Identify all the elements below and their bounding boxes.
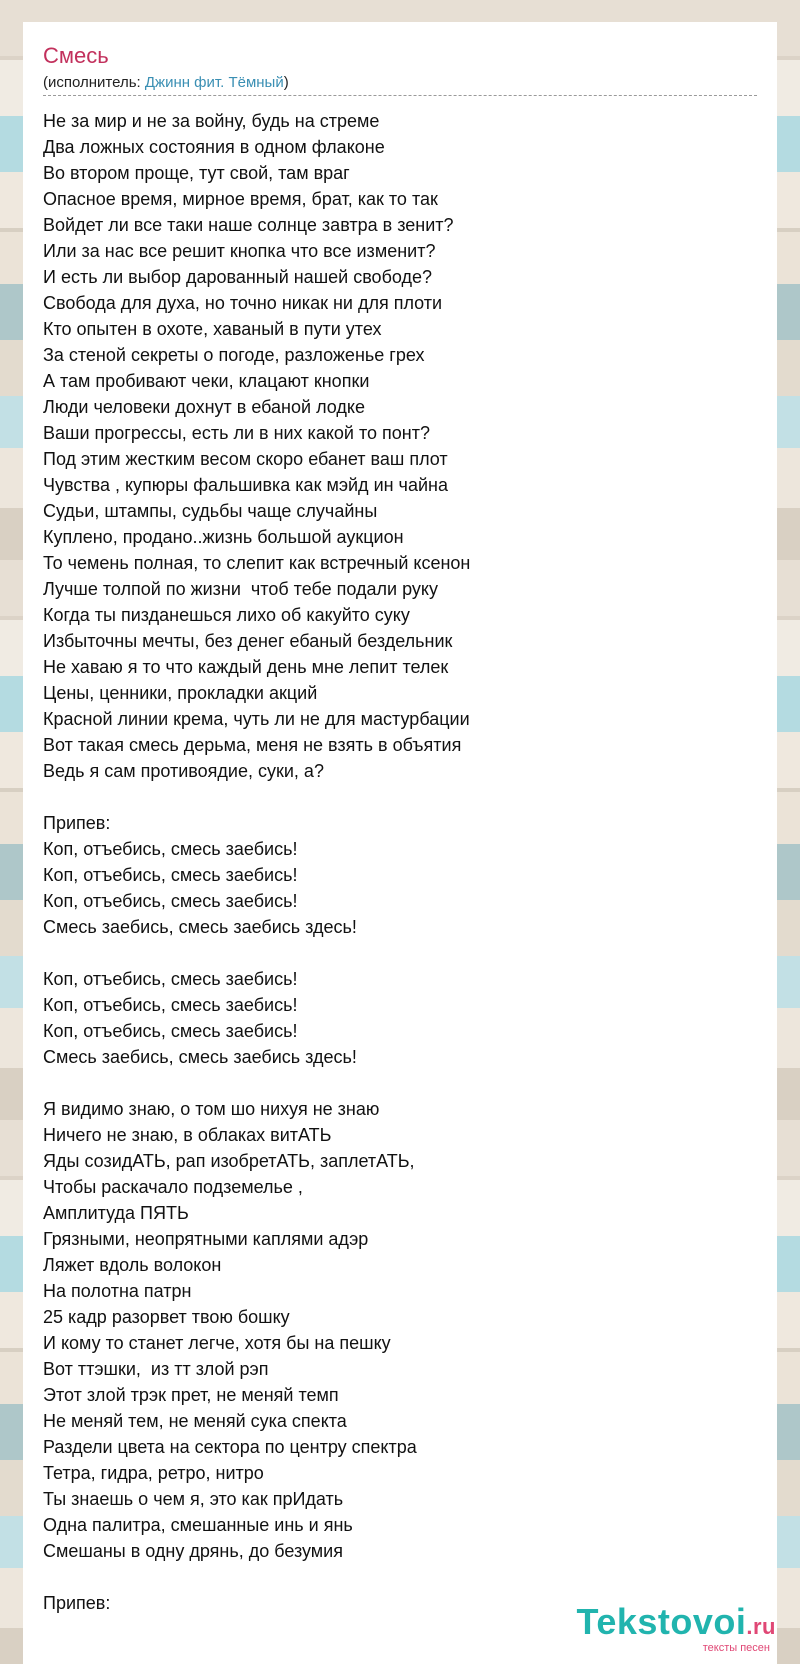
- lyric-line: На полотна патрн: [43, 1281, 192, 1301]
- lyric-line: Во втором проще, тут свой, там враг: [43, 163, 350, 183]
- lyric-line: Раздели цвета на сектора по центру спектра: [43, 1437, 417, 1457]
- lyric-line: Припев:: [43, 1593, 111, 1613]
- lyric-line: Когда ты пизданешься лихо об какуйто суку: [43, 605, 410, 625]
- lyric-line: Яды созидАТЬ, рап изобретАТЬ, заплетАТЬ,: [43, 1151, 415, 1171]
- lyric-line: Ничего не знаю, в облаках витАТЬ: [43, 1125, 332, 1145]
- lyric-line: Этот злой трэк прет, не меняй темп: [43, 1385, 339, 1405]
- lyric-line: Смесь заебись, смесь заебись здесь!: [43, 1047, 357, 1067]
- lyric-line: Смесь заебись, смесь заебись здесь!: [43, 917, 357, 937]
- lyric-line: Цены, ценники, прокладки акций: [43, 683, 318, 703]
- lyric-line: Лучше толпой по жизни чтоб тебе подали руку: [43, 579, 438, 599]
- lyric-line: Грязными, неопрятными каплями адэр: [43, 1229, 369, 1249]
- lyric-line: Красной линии крема, чуть ли не для мастурбации: [43, 709, 470, 729]
- lyric-line: И есть ли выбор дарованный нашей свободе?: [43, 267, 433, 287]
- logo-wordmark: [577, 1603, 777, 1646]
- lyric-line: Чтобы раскачало подземелье ,: [43, 1177, 303, 1197]
- artist-link[interactable]: Джинн фит. Тёмный: [144, 74, 284, 91]
- lyric-line: Я видимо знаю, о том шо нихуя не знаю: [43, 1099, 380, 1119]
- lyric-line: Амплитуда ПЯТЬ: [43, 1203, 189, 1223]
- lyric-blank-line: [43, 1070, 757, 1096]
- lyric-line: Коп, отъебись, смесь заебись!: [43, 995, 298, 1015]
- lyric-line: Смешаны в одну дрянь, до безумия: [43, 1541, 343, 1561]
- lyric-line: Не меняй тем, не меняй сука спекта: [43, 1411, 347, 1431]
- lyric-blank-line: [43, 1564, 757, 1590]
- artist-line: [43, 73, 757, 96]
- lyric-line: Коп, отъебись, смесь заебись!: [43, 865, 298, 885]
- lyric-line: Вот такая смесь дерьма, меня не взять в объятия: [43, 735, 462, 755]
- lyric-line: Тетра, гидра, ретро, нитро: [43, 1463, 264, 1483]
- logo-domain: .ru: [746, 1614, 776, 1639]
- lyrics-text: [43, 108, 757, 1616]
- lyric-line: Ваши прогрессы, есть ли в них какой то понт?: [43, 423, 430, 443]
- lyric-line: 25 кадр разорвет твою бошку: [43, 1307, 290, 1327]
- logo-main-text: Tekstovoi: [576, 1601, 747, 1642]
- lyric-line: За стеной секреты о погоде, разложенье грех: [43, 345, 425, 365]
- lyric-line: Свобода для духа, но точно никак ни для плоти: [43, 293, 443, 313]
- lyric-line: Не за мир и не за войну, будь на стреме: [43, 111, 380, 131]
- lyric-line: Припев:: [43, 813, 111, 833]
- lyric-line: А там пробивают чеки, клацают кнопки: [43, 371, 370, 391]
- artist-suffix: ): [283, 74, 289, 91]
- logo-tagline: тексты песен: [702, 1642, 770, 1654]
- song-title: Смесь: [43, 43, 109, 68]
- lyric-line: Не хаваю я то что каждый день мне лепит телек: [43, 657, 449, 677]
- lyric-line: Под этим жестким весом скоро ебанет ваш плот: [43, 449, 448, 469]
- lyric-line: Коп, отъебись, смесь заебись!: [43, 969, 298, 989]
- lyric-line: Чувства , купюры фальшивка как мэйд ин чайна: [43, 475, 448, 495]
- lyric-line: Кто опытен в охоте, хаваный в пути утех: [43, 319, 382, 339]
- lyric-line: Войдет ли все таки наше солнце завтра в зенит?: [43, 215, 454, 235]
- lyric-line: Люди человеки дохнут в ебаной лодке: [43, 397, 365, 417]
- lyric-line: То чемень полная, то слепит как встречный ксенон: [43, 553, 471, 573]
- lyric-line: Ты знаешь о чем я, это как прИдать: [43, 1489, 344, 1509]
- lyric-line: Коп, отъебись, смесь заебись!: [43, 891, 298, 911]
- lyric-line: Ляжет вдоль волокон: [43, 1255, 222, 1275]
- artist-prefix: (исполнитель:: [43, 74, 145, 91]
- lyric-blank-line: [43, 784, 757, 810]
- lyric-line: Судьи, штампы, судьбы чаще случайны: [43, 501, 378, 521]
- lyrics-page: [23, 22, 777, 1664]
- lyric-line: Два ложных состояния в одном флаконе: [43, 137, 385, 157]
- lyric-line: Одна палитра, смешанные инь и янь: [43, 1515, 353, 1535]
- lyric-line: Ведь я сам противоядие, суки, а?: [43, 761, 324, 781]
- lyric-line: И кому то станет легче, хотя бы на пешку: [43, 1333, 391, 1353]
- lyric-line: Вот ттэшки, из тт злой рэп: [43, 1359, 269, 1379]
- lyric-line: Коп, отъебись, смесь заебись!: [43, 1021, 298, 1041]
- lyric-line: Куплено, продано..жизнь большой аукцион: [43, 527, 404, 547]
- lyric-line: Избыточны мечты, без денег ебаный бездельник: [43, 631, 453, 651]
- lyric-line: Опасное время, мирное время, брат, как то так: [43, 189, 438, 209]
- site-logo[interactable]: [577, 1603, 777, 1654]
- lyric-blank-line: [43, 940, 757, 966]
- lyric-line: Или за нас все решит кнопка что все изменит?: [43, 241, 436, 261]
- lyric-line: Коп, отъебись, смесь заебись!: [43, 839, 298, 859]
